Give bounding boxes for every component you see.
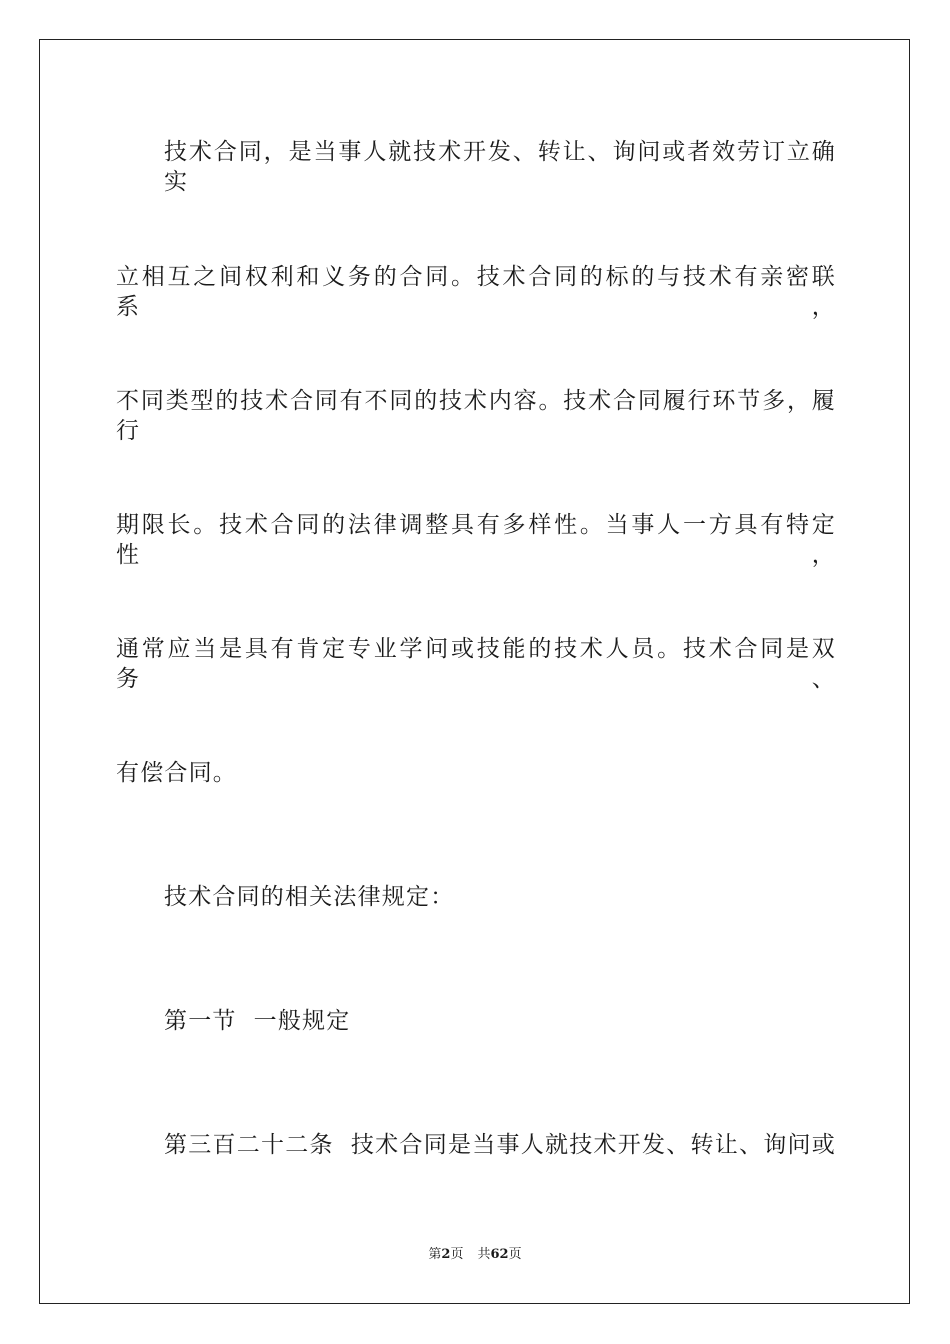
page-footer bbox=[0, 1246, 950, 1264]
footer-page-prefix: 第 bbox=[428, 1247, 442, 1262]
paragraph-line-4: 期限长。技术合同的法律调整具有多样性。当事人一方具有特定性， bbox=[116, 512, 836, 568]
footer-total-pages: 62 bbox=[490, 1247, 509, 1262]
section-intro: 技术合同的相关法律规定： bbox=[164, 884, 455, 910]
footer-total-prefix: 共 bbox=[477, 1247, 491, 1262]
footer-page-suffix: 页 bbox=[450, 1247, 464, 1262]
paragraph-line-5: 通常应当是具有肯定专业学问或技能的技术人员。技术合同是双务、 bbox=[116, 636, 836, 692]
paragraph-line-6: 有偿合同。 bbox=[116, 760, 237, 786]
article-line: 第三百二十二条 技术合同是当事人就技术开发、转让、询问或 bbox=[164, 1132, 836, 1158]
section-heading: 第一节 一般规定 bbox=[164, 1008, 351, 1034]
paragraph-line-2: 立相互之间权利和义务的合同。技术合同的标的与技术有亲密联系， bbox=[116, 264, 836, 320]
footer-page-number: 2 bbox=[441, 1247, 451, 1262]
footer-total-suffix: 页 bbox=[508, 1247, 522, 1262]
paragraph-line-1: 技术合同，是当事人就技术开发、转让、询问或者效劳订立确实 bbox=[164, 139, 836, 195]
paragraph-line-3: 不同类型的技术合同有不同的技术内容。技术合同履行环节多，履行 bbox=[116, 388, 836, 444]
